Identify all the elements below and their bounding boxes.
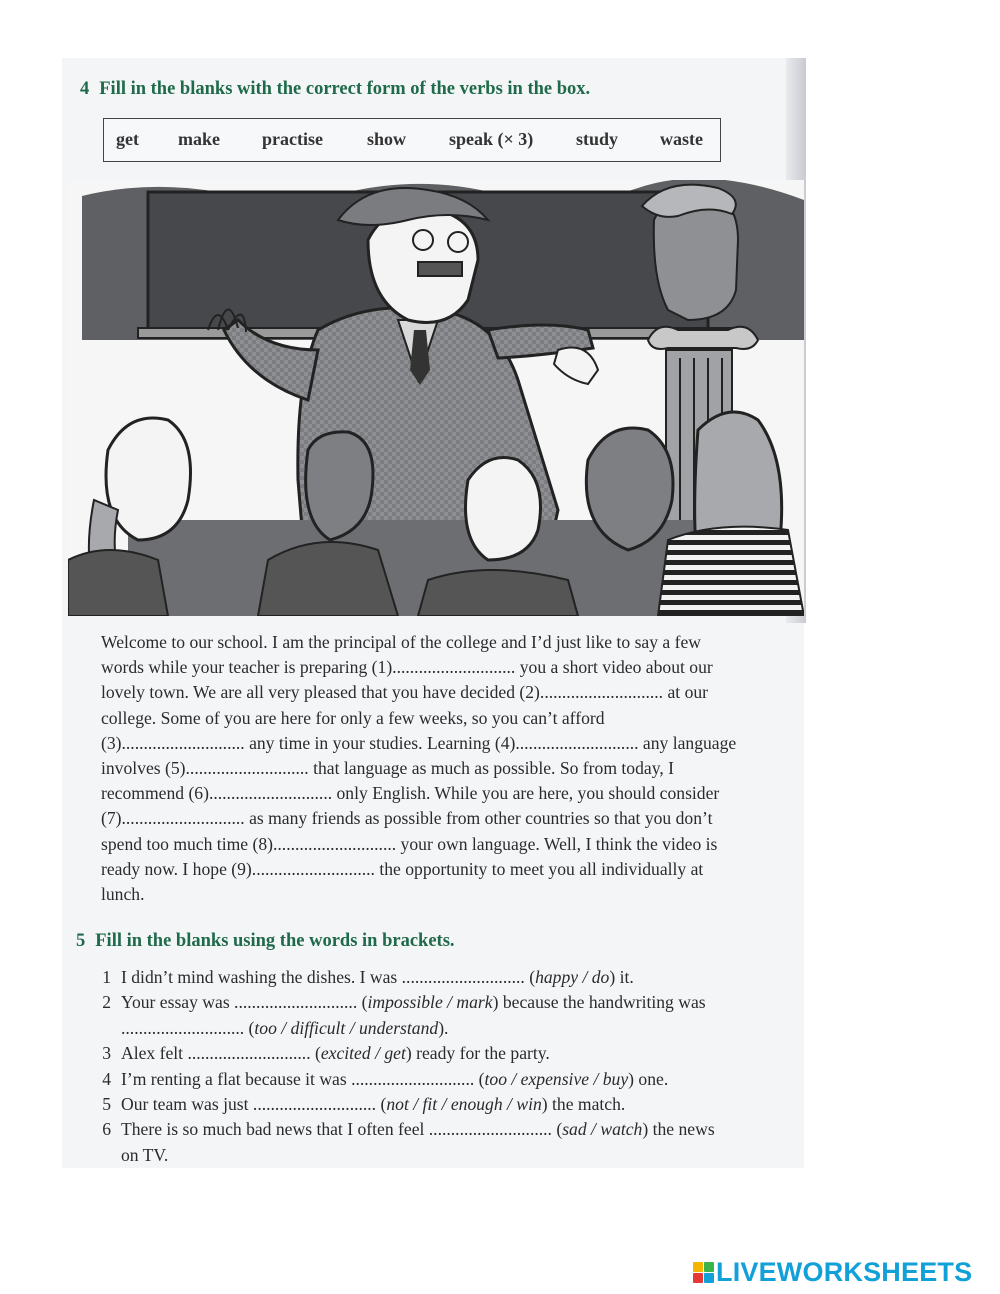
passage-line: involves (5)............................ that language as much as possible. So from today, I bbox=[101, 757, 675, 778]
exercise-4-passage bbox=[101, 630, 801, 907]
item-hint: excited / get bbox=[320, 1043, 406, 1064]
item-hint: too / difficult / understand bbox=[254, 1017, 439, 1038]
exercise-4-number: 4 bbox=[80, 79, 90, 99]
item-text: Alex felt ............................ ( bbox=[121, 1043, 321, 1064]
item-number: 6 bbox=[102, 1119, 111, 1140]
logo-square bbox=[704, 1262, 714, 1272]
exercise-item bbox=[97, 1117, 797, 1142]
exercise-4-instruction: Fill in the blanks with the correct form of the verbs in the box. bbox=[99, 79, 591, 99]
passage-line: recommend (6)............................ only English. While you are here, you should consider bbox=[101, 783, 720, 804]
box-word-study: study bbox=[576, 129, 619, 149]
passage-line: words while your teacher is preparing (1)............................ you a short video about our bbox=[101, 657, 713, 678]
passage-line: (7)............................ as many friends as possible from other countries so that you don’t bbox=[101, 808, 713, 829]
passage-line: lovely town. We are all very pleased that you have decided (2)............................ at our bbox=[101, 682, 709, 703]
item-text: Your essay was ............................ ( bbox=[121, 992, 368, 1013]
item-text: I didn’t mind washing the dishes. I was ............................ ( bbox=[121, 967, 536, 987]
box-word-waste: waste bbox=[660, 129, 703, 149]
exercise-5-instruction: Fill in the blanks using the words in brackets. bbox=[95, 931, 455, 951]
passage-line: lunch. bbox=[101, 883, 145, 904]
item-text-end: ) the match. bbox=[541, 1093, 626, 1114]
item-hint: happy / do bbox=[535, 967, 610, 987]
exercise-item bbox=[97, 965, 797, 990]
item-text: on TV. bbox=[121, 1144, 169, 1165]
item-hint: too / expensive / buy bbox=[484, 1068, 629, 1089]
passage-line: spend too much time (8)............................ your own language. Well, I think the video is bbox=[101, 833, 718, 854]
box-word-get: get bbox=[116, 129, 139, 149]
passage-line: (3)............................ any time in your studies. Learning (4)............................ any language bbox=[101, 732, 737, 753]
box-word-speak: speak (× 3) bbox=[449, 129, 534, 149]
item-text-end: ) ready for the party. bbox=[405, 1043, 550, 1064]
logo-text: LIVEWORKSHEETS bbox=[716, 1256, 973, 1287]
item-number: 1 bbox=[102, 967, 111, 987]
exercise-item bbox=[97, 990, 797, 1015]
passage-line: Welcome to our school. I am the principal of the college and I’d just like to say a few bbox=[101, 632, 701, 652]
logo-square bbox=[693, 1273, 703, 1283]
item-text: I’m renting a flat because it was ............................ ( bbox=[121, 1068, 485, 1089]
item-hint: impossible / mark bbox=[367, 992, 493, 1013]
item-text-end: ) one. bbox=[628, 1068, 669, 1089]
box-word-practise: practise bbox=[262, 129, 323, 149]
item-number: 2 bbox=[102, 992, 111, 1013]
item-text-end: ). bbox=[438, 1017, 449, 1038]
box-word-show: show bbox=[367, 129, 407, 149]
exercise-item bbox=[97, 1041, 797, 1066]
logo-square bbox=[704, 1273, 714, 1283]
item-text: Our team was just ............................ ( bbox=[121, 1093, 387, 1114]
exercise-item bbox=[97, 1067, 797, 1092]
exercise-5-number: 5 bbox=[76, 931, 86, 951]
box-word-make: make bbox=[178, 129, 220, 149]
item-text: ............................ ( bbox=[121, 1017, 255, 1038]
exercise-5-heading bbox=[76, 931, 455, 952]
logo-square bbox=[693, 1262, 703, 1272]
passage-line: ready now. I hope (9)............................ the opportunity to meet you all individually at bbox=[101, 858, 704, 879]
item-number: 4 bbox=[102, 1068, 111, 1089]
exercise-item-continuation bbox=[97, 1143, 797, 1168]
exercise-5-items bbox=[97, 965, 797, 1168]
exercise-4-heading bbox=[80, 79, 590, 100]
classroom-illustration bbox=[68, 180, 804, 616]
exercise-item bbox=[97, 1092, 797, 1117]
liveworksheets-logo-icon bbox=[693, 1262, 714, 1283]
item-text-end: ) the news bbox=[642, 1119, 715, 1140]
item-number: 3 bbox=[102, 1043, 111, 1064]
item-hint: sad / watch bbox=[562, 1119, 643, 1140]
liveworksheets-logo[interactable] bbox=[693, 1257, 972, 1287]
item-number: 5 bbox=[102, 1093, 111, 1114]
item-text-end: ) because the handwriting was bbox=[492, 992, 706, 1013]
item-hint: not / fit / enough / win bbox=[386, 1093, 542, 1114]
item-text-end: ) it. bbox=[609, 967, 634, 987]
passage-line: college. Some of you are here for only a few weeks, so you can’t afford bbox=[101, 707, 605, 728]
exercise-item-continuation bbox=[97, 1016, 797, 1041]
item-text: There is so much bad news that I often feel ............................ ( bbox=[121, 1119, 563, 1140]
verb-word-box bbox=[103, 118, 721, 162]
